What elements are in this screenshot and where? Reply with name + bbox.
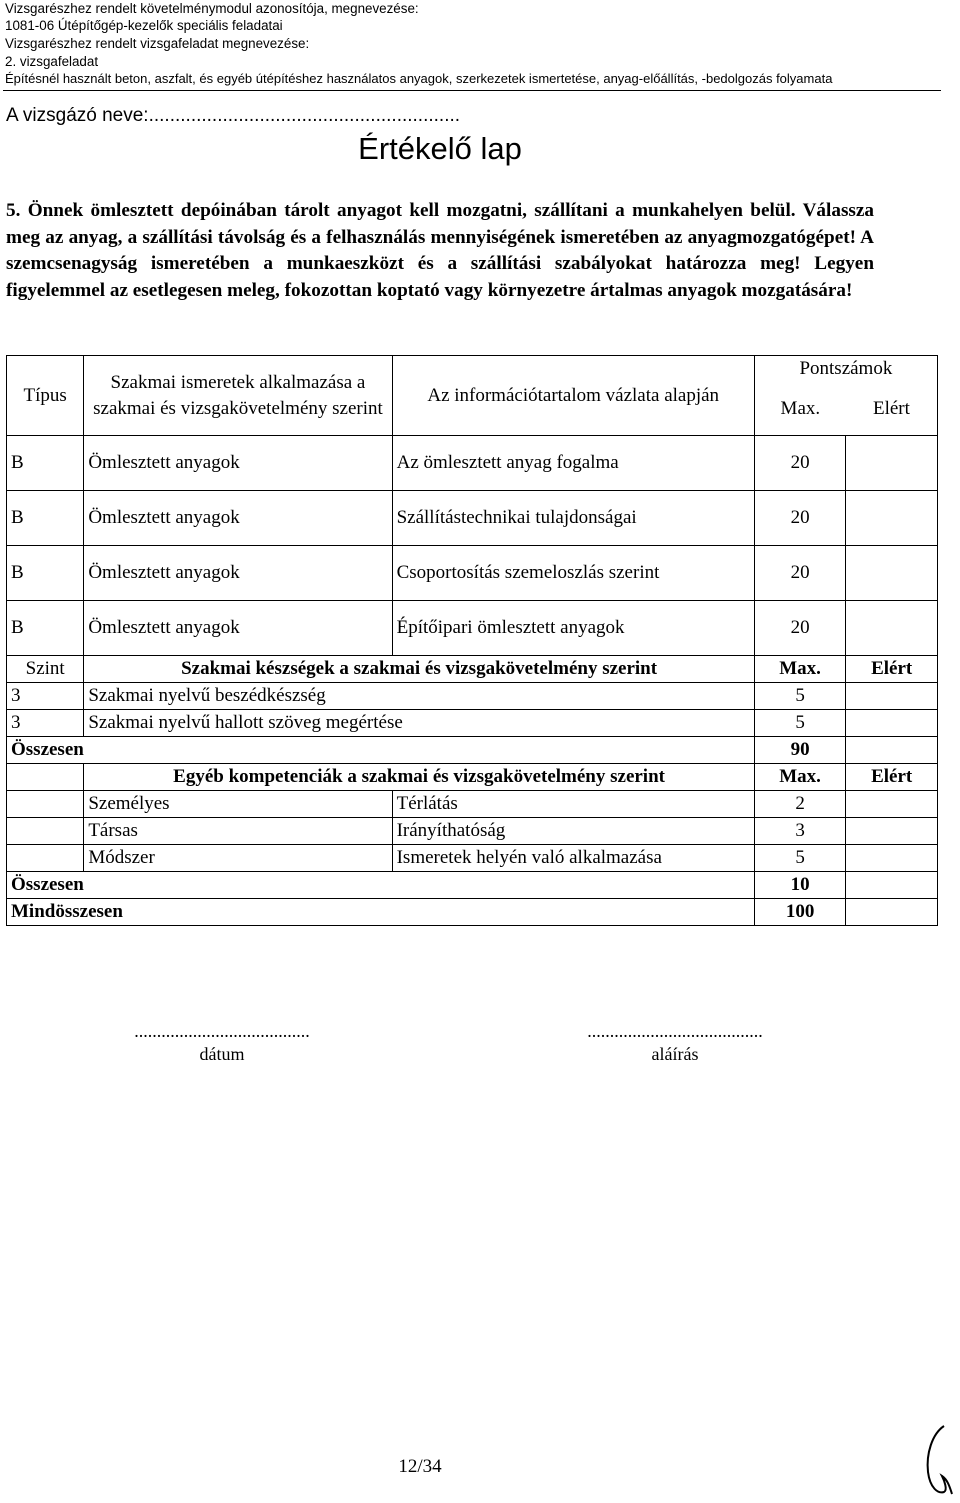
table-row xyxy=(7,683,938,710)
row-level: 3 xyxy=(7,710,84,737)
row-achieved-cell[interactable] xyxy=(846,683,938,710)
empty-cell xyxy=(7,845,84,872)
date-label: dátum xyxy=(199,1044,245,1064)
row-competency: Irányíthatóság xyxy=(392,818,754,845)
row-topic: Ömlesztett anyagok xyxy=(84,436,392,491)
col-points-header: Pontszámok xyxy=(754,356,937,383)
subtotal-row xyxy=(7,737,938,764)
col-max-header: Max. xyxy=(754,383,846,436)
header-divider xyxy=(3,90,941,91)
competencies-header-row xyxy=(7,764,938,791)
col-achieved-header: Elért xyxy=(846,383,938,436)
header-task-number: 2. vizsgafeladat xyxy=(5,54,99,69)
competencies-max-header: Max. xyxy=(754,764,846,791)
row-achieved-cell[interactable] xyxy=(846,818,938,845)
row-max: 20 xyxy=(754,491,846,546)
table-row xyxy=(7,601,938,656)
header-task-name: Építésnél használt beton, aszfalt, és egyéb útépítéshez használatos anyagok, szerkezetek ismertetése, anyag-előállítás, -bedolgozás folyamata xyxy=(5,71,833,86)
row-info: Szállítástechnikai tulajdonságai xyxy=(392,491,754,546)
table-row xyxy=(7,791,938,818)
table-header-row xyxy=(7,356,938,383)
row-category: Módszer xyxy=(84,845,392,872)
row-category: Személyes xyxy=(84,791,392,818)
page-number: 12/34 xyxy=(398,1456,442,1477)
row-achieved-cell[interactable] xyxy=(846,436,938,491)
row-max: 20 xyxy=(754,436,846,491)
row-info: Csoportosítás szemeloszlás szerint xyxy=(392,546,754,601)
table-row xyxy=(7,845,938,872)
row-max: 2 xyxy=(754,791,846,818)
row-competency: Térlátás xyxy=(392,791,754,818)
col-level-header: Szint xyxy=(7,656,84,683)
date-dotted-line: ....................................... xyxy=(134,1021,310,1041)
row-achieved-cell[interactable] xyxy=(846,845,938,872)
row-max: 5 xyxy=(754,845,846,872)
row-skill: Szakmai nyelvű beszédkészség xyxy=(84,683,755,710)
table-row xyxy=(7,436,938,491)
candidate-name-line: A vizsgázó neve:........................................................... xyxy=(6,105,461,126)
row-topic: Ömlesztett anyagok xyxy=(84,546,392,601)
row-achieved-cell[interactable] xyxy=(846,601,938,656)
page-title: Értékelő lap xyxy=(358,131,522,166)
row-info: Az ömlesztett anyag fogalma xyxy=(392,436,754,491)
evaluation-table xyxy=(6,355,938,926)
empty-cell xyxy=(7,818,84,845)
row-competency: Ismeretek helyén való alkalmazása xyxy=(392,845,754,872)
header-module-label: Vizsgarészhez rendelt követelménymodul azonosítója, megnevezése: xyxy=(5,1,419,16)
header-task-label: Vizsgarészhez rendelt vizsgafeladat megnevezése: xyxy=(5,36,310,51)
subtotal-max: 10 xyxy=(754,872,846,899)
skills-section-title: Szakmai készségek a szakmai és vizsgakövetelmény szerint xyxy=(84,656,755,683)
empty-cell xyxy=(7,764,84,791)
total-achieved-cell[interactable] xyxy=(846,899,938,926)
skills-max-header: Max. xyxy=(754,656,846,683)
competencies-section-title: Egyéb kompetenciák a szakmai és vizsgakövetelmény szerint xyxy=(84,764,755,791)
subtotal-label: Összesen xyxy=(7,872,755,899)
date-field[interactable] xyxy=(82,1020,362,1066)
subtotal-achieved-cell[interactable] xyxy=(846,737,938,764)
task-description: 5. Önnek ömlesztett depóinában tárolt anyagot kell mozgatni, szállítani a munkahelyen belül. Válassza meg az anyag, a szállítási távolság és a felhasználás mennyiségének ismeretében az anyagmozgatógépet! A szemcsenagyság ismeretében a munkaeszközt és a szállítási szabályokat határozza meg! Legyen figyelemmel az esetlegesen meleg, fokozottan koptató vagy környezetre ártalmas anyagok mozgatására! xyxy=(6,200,874,301)
row-max: 3 xyxy=(754,818,846,845)
col-type-header: Típus xyxy=(7,356,84,436)
table-row xyxy=(7,546,938,601)
handwritten-initials-icon xyxy=(918,1420,958,1500)
row-type: B xyxy=(7,546,84,601)
total-row xyxy=(7,899,938,926)
subtotal-achieved-cell[interactable] xyxy=(846,872,938,899)
row-info: Építőipari ömlesztett anyagok xyxy=(392,601,754,656)
signature-field[interactable] xyxy=(535,1020,815,1066)
row-max: 5 xyxy=(754,683,846,710)
row-level: 3 xyxy=(7,683,84,710)
row-skill: Szakmai nyelvű hallott szöveg megértése xyxy=(84,710,755,737)
row-topic: Ömlesztett anyagok xyxy=(84,491,392,546)
subtotal-label: Összesen xyxy=(7,737,755,764)
table-row xyxy=(7,818,938,845)
row-achieved-cell[interactable] xyxy=(846,710,938,737)
row-type: B xyxy=(7,601,84,656)
row-max: 5 xyxy=(754,710,846,737)
table-row xyxy=(7,710,938,737)
total-max: 100 xyxy=(754,899,846,926)
signature-label: aláírás xyxy=(651,1044,699,1064)
skills-achieved-header: Elért xyxy=(846,656,938,683)
subtotal-max: 90 xyxy=(754,737,846,764)
row-achieved-cell[interactable] xyxy=(846,491,938,546)
row-type: B xyxy=(7,436,84,491)
skills-header-row xyxy=(7,656,938,683)
competencies-achieved-header: Elért xyxy=(846,764,938,791)
row-achieved-cell[interactable] xyxy=(846,791,938,818)
header-module-name: 1081-06 Útépítőgép-kezelők speciális feladatai xyxy=(5,18,283,33)
table-row xyxy=(7,491,938,546)
row-max: 20 xyxy=(754,546,846,601)
row-max: 20 xyxy=(754,601,846,656)
row-achieved-cell[interactable] xyxy=(846,546,938,601)
row-type: B xyxy=(7,491,84,546)
col-knowledge-header: Szakmai ismeretek alkalmazása a szakmai és vizsgakövetelmény szerint xyxy=(84,356,392,436)
col-info-header: Az információtartalom vázlata alapján xyxy=(392,356,754,436)
signature-dotted-line: ....................................... xyxy=(587,1021,763,1041)
row-topic: Ömlesztett anyagok xyxy=(84,601,392,656)
subtotal-row xyxy=(7,872,938,899)
empty-cell xyxy=(7,791,84,818)
total-label: Mindösszesen xyxy=(7,899,755,926)
row-category: Társas xyxy=(84,818,392,845)
